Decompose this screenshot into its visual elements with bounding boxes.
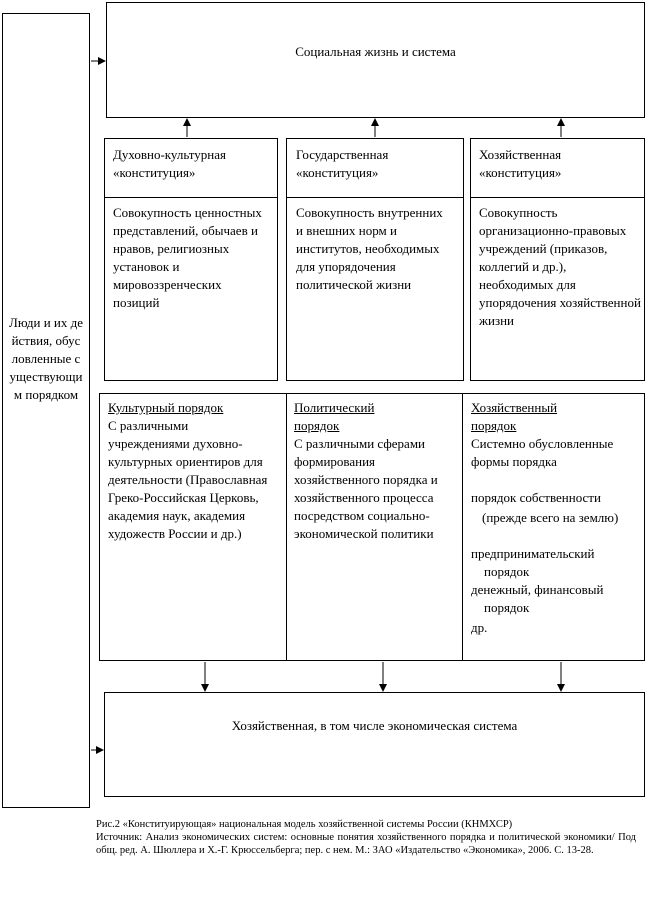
constitution-cultural-title-line1: Духовно-культурная xyxy=(113,147,226,162)
economic-system-label: Хозяйственная, в том числе экономическая система xyxy=(231,718,518,733)
constitution-economic-title-line1: Хозяйственная xyxy=(479,147,562,162)
political-order-text: С различными сферами формирования хозяйственного порядка и хозяйственного процесса посредством социально-экономической политики xyxy=(294,436,438,541)
economic-order-line: порядок собственности xyxy=(471,490,601,505)
constitution-cultural-header xyxy=(104,138,278,198)
economic-order-title: Хозяйственный порядок xyxy=(471,400,558,433)
economic-order-line: др. xyxy=(471,620,488,635)
economic-order-line: порядок xyxy=(484,600,530,615)
constitution-state-body xyxy=(286,197,464,381)
constitution-state-title-line2: «конституция» xyxy=(296,165,379,180)
constitution-economic-body xyxy=(470,197,645,381)
cultural-order-text: С различными учреждениями духовно-культурных ориентиров для деятельности (Православная Греко-Российская Церковь, академия наук, академия художеств России и др.) xyxy=(108,418,268,541)
political-order-title: Политический порядок xyxy=(294,400,375,433)
social-life-label: Социальная жизнь и система xyxy=(295,44,456,59)
constitution-cultural-body xyxy=(104,197,278,381)
figure-caption xyxy=(96,818,636,857)
constitution-state-header xyxy=(286,138,464,198)
order-divider-2 xyxy=(462,393,463,661)
people-label: Люди и их действия, обусловленные существующим порядком xyxy=(9,315,83,402)
economic-order-line: Системно обусловленные формы порядка xyxy=(471,436,614,469)
constitution-state-title-line1: Государственная xyxy=(296,147,389,162)
economic-order-line: порядок xyxy=(484,564,530,579)
cultural-order-title: Культурный порядок xyxy=(108,400,224,415)
social-life-box xyxy=(106,2,645,118)
people-box xyxy=(2,13,90,808)
economic-order-line: (прежде всего на землю) xyxy=(482,510,619,525)
economic-system-box xyxy=(104,692,645,797)
constitution-cultural-title-line2: «конституция» xyxy=(113,165,196,180)
order-divider-1 xyxy=(286,393,287,661)
constitution-economic-title-line2: «конституция» xyxy=(479,165,562,180)
constitution-economic-header xyxy=(470,138,645,198)
constitution-economic-description: Совокупность организационно-правовых учреждений (приказов, коллегий и др.), необходимых для упорядочения хозяйственной жизни xyxy=(479,205,641,328)
caption-source: Источник: Анализ экономических систем: основные понятия хозяйственного порядка и политической экономики/ Под общ. ред. А. Шюллера и Х.-Г. Крюссельберга; пер. с нем. М.: ЗАО «Издательство «Экономика», 2006. С. 13-28. xyxy=(96,832,636,856)
economic-order-line: денежный, финансовый xyxy=(471,582,604,597)
constitution-state-description: Совокупность внутренних и внешних норм и институтов, необходимых для упорядочения политической жизни xyxy=(296,205,443,292)
economic-order-line: предпринимательский xyxy=(471,546,595,561)
caption-title: Рис.2 «Конституирующая» национальная модель хозяйственной системы России (КНМХСР) xyxy=(96,819,513,830)
constitution-cultural-description: Совокупность ценностных представлений, обычаев и нравов, религиозных установок и мировоззренческих позиций xyxy=(113,205,262,310)
